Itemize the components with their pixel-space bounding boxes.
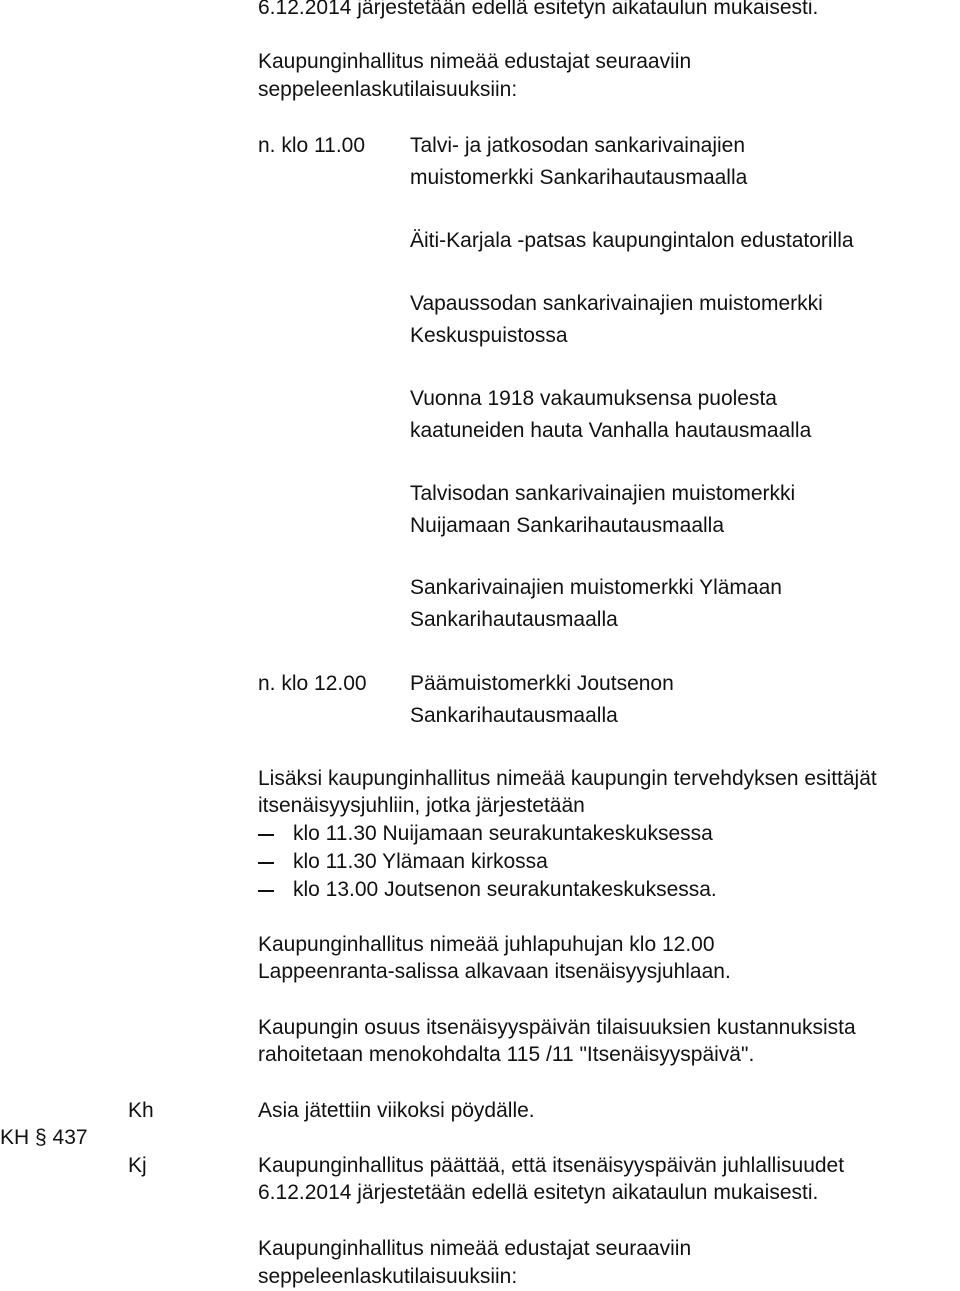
costs-line-1: Kaupungin osuus itsenäisyyspäivän tilaisuuksien kustannuksista: [258, 1016, 856, 1039]
section-number: KH § 437: [0, 1126, 88, 1149]
kj-label: Kj: [128, 1154, 147, 1177]
place-6-line-1: Sankarivainajien muistomerkki Ylämaan: [410, 576, 782, 599]
greetings-item-1: klo 11.30 Nuijamaan seurakuntakeskuksessa: [293, 822, 713, 845]
place-5-line-1: Talvisodan sankarivainajien muistomerkki: [410, 482, 796, 505]
kh-text: Asia jätettiin viikoksi pöydälle.: [258, 1099, 535, 1122]
appoint-line-2: seppeleenlaskutilaisuuksiin:: [258, 78, 518, 101]
kj-line-1: Kaupunginhallitus päättää, että itsenäisyyspäivän juhlallisuudet: [258, 1154, 845, 1177]
greetings-item-2: klo 11.30 Ylämaan kirkossa: [293, 850, 548, 873]
list-dash: [258, 834, 274, 836]
list-dash: [258, 890, 274, 892]
place-1-line-2: muistomerkki Sankarihautausmaalla: [410, 166, 748, 189]
appoint-line-1: Kaupunginhallitus nimeää edustajat seuraaviin: [258, 50, 692, 73]
greetings-line-2: itsenäisyysjuhliin, jotka järjestetään: [258, 794, 585, 817]
place-4-line-2: kaatuneiden hauta Vanhalla hautausmaalla: [410, 419, 812, 442]
kh-label: Kh: [128, 1099, 154, 1122]
place-3-line-1: Vapaussodan sankarivainajien muistomerkki: [410, 292, 823, 315]
schedule-time-2: n. klo 12.00: [258, 672, 367, 695]
place-7-line-2: Sankarihautausmaalla: [410, 704, 618, 727]
schedule-time-1: n. klo 11.00: [258, 134, 366, 157]
decision-appoint-line-1: Kaupunginhallitus nimeää edustajat seuraaviin: [258, 1237, 692, 1260]
place-1-line-1: Talvi- ja jatkosodan sankarivainajien: [410, 134, 746, 157]
place-3-line-2: Keskuspuistossa: [410, 324, 568, 347]
kj-line-2: 6.12.2014 järjestetään edellä esitetyn aikataulun mukaisesti.: [258, 1181, 819, 1204]
intro-line: 6.12.2014 järjestetään edellä esitetyn aikataulun mukaisesti.: [258, 0, 819, 19]
speaker-line-1: Kaupunginhallitus nimeää juhlapuhujan klo 12.00: [258, 933, 715, 956]
costs-line-2: rahoitetaan menokohdalta 115 /11 "Itsenäisyyspäivä".: [258, 1043, 755, 1066]
greetings-line-1: Lisäksi kaupunginhallitus nimeää kaupungin tervehdyksen esittäjät: [258, 767, 877, 790]
speaker-line-2: Lappeenranta-salissa alkavaan itsenäisyysjuhlaan.: [258, 960, 731, 983]
place-4-line-1: Vuonna 1918 vakaumuksensa puolesta: [410, 387, 777, 410]
place-2-line-1: Äiti-Karjala -patsas kaupungintalon edustatorilla: [410, 229, 854, 252]
place-5-line-2: Nuijamaan Sankarihautausmaalla: [410, 514, 725, 537]
place-7-line-1: Päämuistomerkki Joutsenon: [410, 672, 674, 695]
place-6-line-2: Sankarihautausmaalla: [410, 608, 618, 631]
decision-appoint-line-2: seppeleenlaskutilaisuuksiin:: [258, 1265, 518, 1288]
list-dash: [258, 862, 274, 864]
greetings-item-3: klo 13.00 Joutsenon seurakuntakeskuksessa.: [293, 878, 717, 901]
